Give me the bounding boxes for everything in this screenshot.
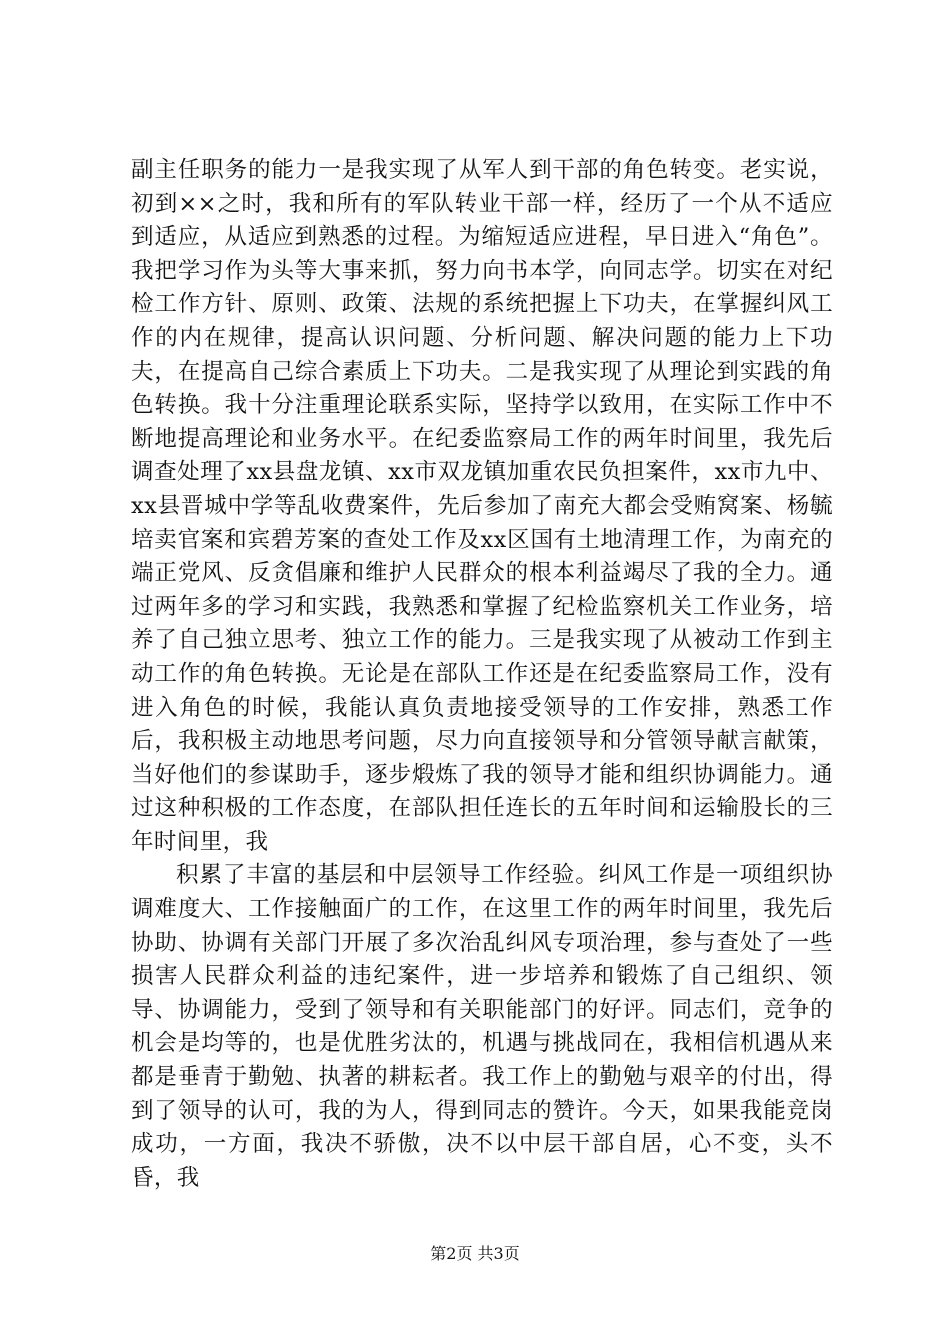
document-body (131, 154, 833, 1195)
paragraph-2: 积累了丰富的基层和中层领导工作经验。纠风工作是一项组织协调难度大、工作接触面广的工作，在这里工作的两年时间里，我先后协助、协调有关部门开展了多次治乱纠风专项治理，参与查处了一些损害人民群众利益的违纪案件，进一步培养和锻炼了自己组织、领导、协调能力，受到了领导和有关职能部门的好评。同志们，竞争的机会是均等的，也是优胜劣汰的，机遇与挑战同在，我相信机遇从来都是垂青于勤勉、执著的耕耘者。我工作上的勤勉与艰辛的付出，得到了领导的认可，我的为人，得到同志的赞许。今天，如果我能竞岗成功，一方面，我决不骄傲，决不以中层干部自居，心不变，头不昏，我 (131, 862, 833, 1191)
paragraph-1: 副主任职务的能力一是我实现了从军人到干部的角色转变。老实说，初到××之时，我和所有的军队转业干部一样，经历了一个从不适应到适应，从适应到熟悉的过程。为缩短适应进程，早日进入“角色”。我把学习作为头等大事来抓，努力向书本学，向同志学。切实在对纪检工作方针、原则、政策、法规的系统把握上下功夫，在掌握纠风工作的内在规律，提高认识问题、分析问题、解决问题的能力上下功夫，在提高自己综合素质上下功夫。二是我实现了从理论到实践的角色转换。我十分注重理论联系实际，坚持学以致用，在实际工作中不断地提高理论和业务水平。在纪委监察局工作的两年时间里，我先后调查处理了xx县盘龙镇、xx市双龙镇加重农民负担案件，xx市九中、xx县晋城中学等乱收费案件，先后参加了南充大都会受贿窝案、杨毓培卖官案和宾碧芳案的查处工作及xx区国有土地清理工作，为南充的端正党风、反贪倡廉和维护人民群众的根本利益竭尽了我的全力。通过两年多的学习和实践，我熟悉和掌握了纪检监察机关工作业务，培养了自己独立思考、独立工作的能力。三是我实现了从被动工作到主动工作的角色转换。无论是在部队工作还是在纪委监察局工作，没有进入角色的时候，我能认真负责地接受领导的工作安排，熟悉工作后，我积极主动地思考问题，尽力向直接领导和分管领导献言献策，当好他们的参谋助手，逐步煅炼了我的领导才能和组织协调能力。通过这种积极的工作态度，在部队担任连长的五年时间和运输股长的三年时间里，我 (131, 157, 833, 855)
page-footer: 第2页 共3页 (430, 1244, 520, 1263)
